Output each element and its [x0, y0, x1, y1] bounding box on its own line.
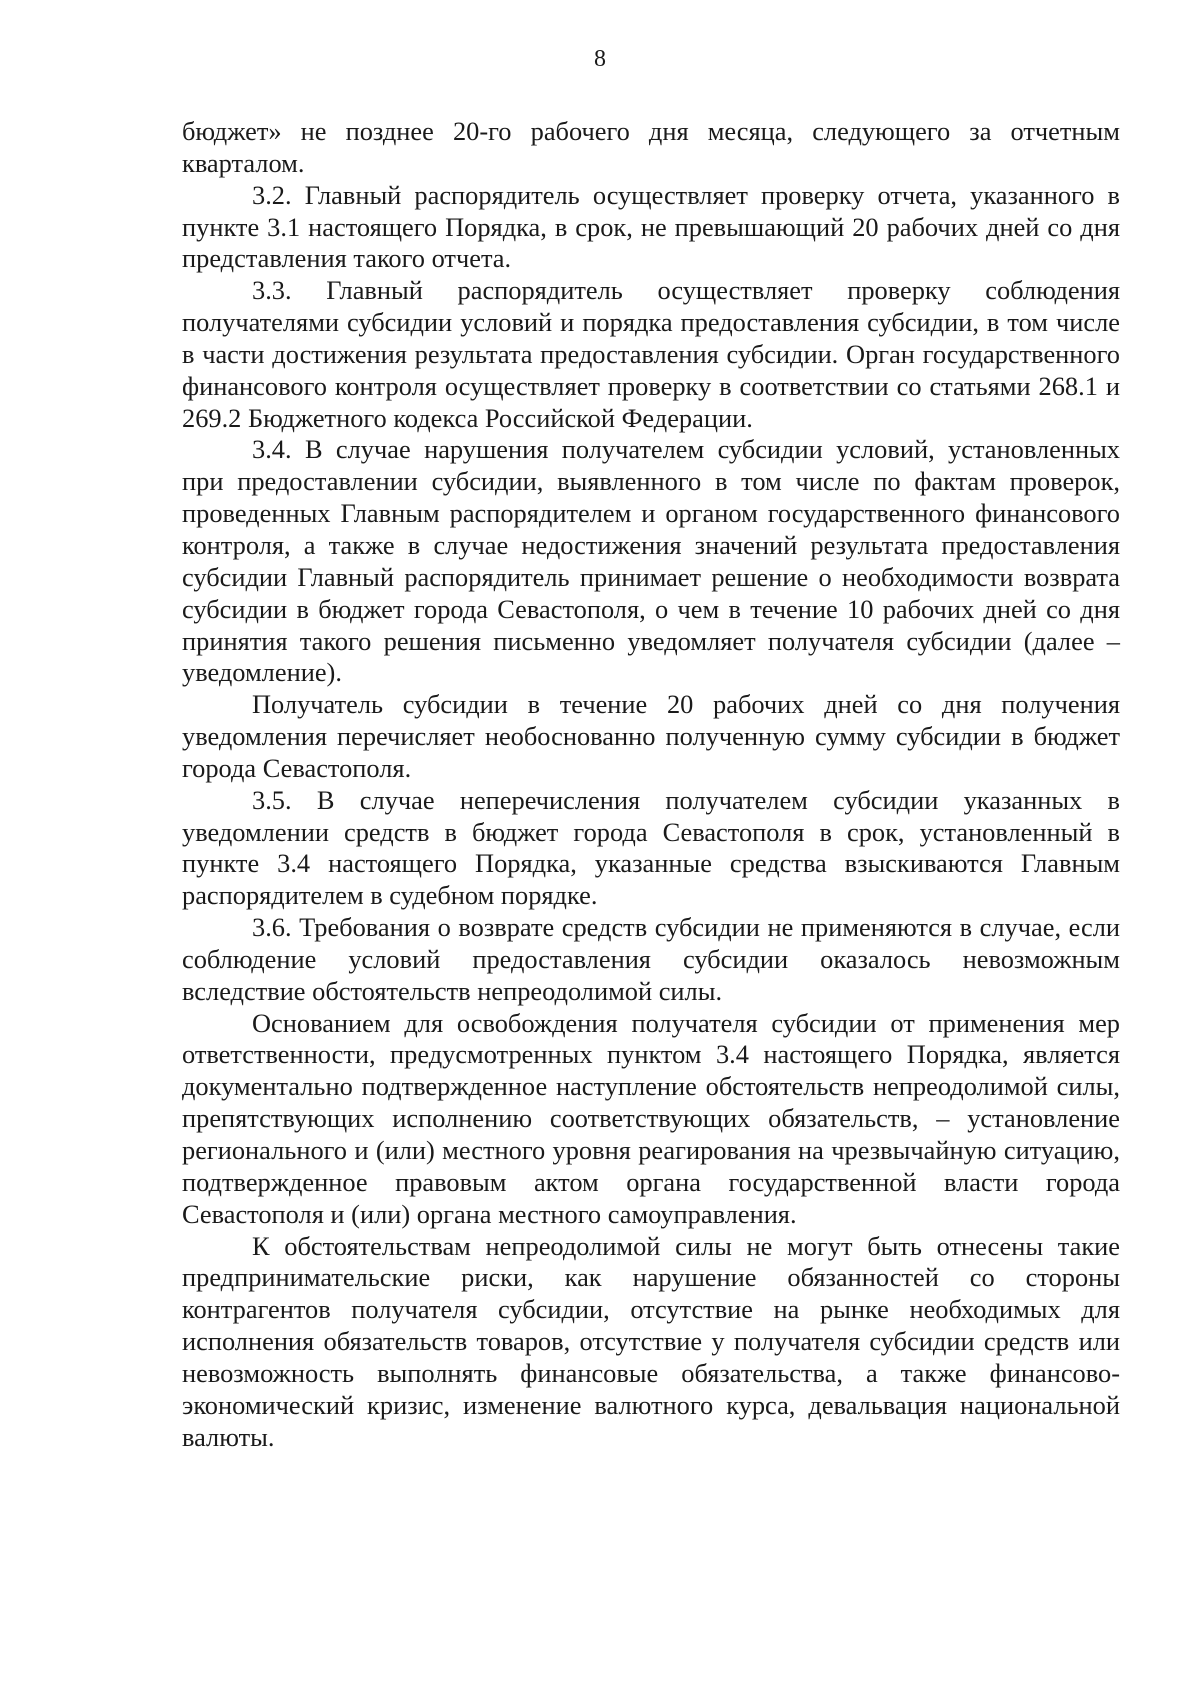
paragraph-3-4: 3.4. В случае нарушения получателем субсидии условий, установленных при предоставлении субсидии, выявленного в том числе по фактам проверок, проведенных Главным распорядителем и органом государственного финансового контроля, а также в случае недостижения значений результата предоставления субсидии Главный распорядитель принимает решение о необходимости возврата субсидии в бюджет города Севастополя, о чем в течение 10 рабочих дней со дня принятия такого решения письменно уведомляет получателя субсидии (далее – уведомление).: [182, 434, 1120, 688]
paragraph-refund-term: Получатель субсидии в течение 20 рабочих дней со дня получения уведомления перечисляет необоснованно полученную сумму субсидии в бюджет города Севастополя.: [182, 689, 1120, 783]
paragraph-3-5: 3.5. В случае неперечисления получателем субсидии указанных в уведомлении средств в бюджет города Севастополя в срок, установленный в пункте 3.4 настоящего Порядка, указанные средства взыскиваются Главным распорядителем в судебном порядке.: [182, 784, 1120, 911]
paragraph-force-majeure-basis: Основанием для освобождения получателя субсидии от применения мер ответственности, предусмотренных пунктом 3.4 настоящего Порядка, является документально подтвержденное наступление обстоятельств непреодолимой силы, препятствующих исполнению соответствующих обязательств, – установление регионального и (или) местного уровня реагирования на чрезвычайную ситуацию, подтвержденное правовым актом органа государственной власти города Севастополя и (или) органа местного самоуправления.: [182, 1007, 1120, 1229]
document-body: [182, 116, 1120, 1453]
page-number: 8: [594, 46, 606, 72]
paragraph-continuation: бюджет» не позднее 20-го рабочего дня месяца, следующего за отчетным кварталом.: [182, 116, 1120, 178]
paragraph-3-3: 3.3. Главный распорядитель осуществляет проверку соблюдения получателями субсидии условий и порядка предоставления субсидии, в том числе в части достижения результата предоставления субсидии. Орган государственного финансового контроля осуществляет проверку в соответствии со статьями 268.1 и 269.2 Бюджетного кодекса Российской Федерации.: [182, 275, 1120, 433]
paragraph-3-2: 3.2. Главный распорядитель осуществляет проверку отчета, указанного в пункте 3.1 настоящего Порядка, в срок, не превышающий 20 рабочих дней со дня представления такого отчета.: [182, 179, 1120, 274]
paragraph-force-majeure-exclusions: К обстоятельствам непреодолимой силы не могут быть отнесены такие предпринимательские риски, как нарушение обязанностей со стороны контрагентов получателя субсидии, отсутствие на рынке необходимых для исполнения обязательств товаров, отсутствие у получателя субсидии средств или невозможность выполнять финансовые обязательства, а также финансово-экономический кризис, изменение валютного курса, девальвация национальной валюты.: [182, 1230, 1120, 1452]
paragraph-3-6: 3.6. Требования о возврате средств субсидии не применяются в случае, если соблюдение условий предоставления субсидии оказалось невозможным вследствие обстоятельств непреодолимой силы.: [182, 912, 1120, 1006]
